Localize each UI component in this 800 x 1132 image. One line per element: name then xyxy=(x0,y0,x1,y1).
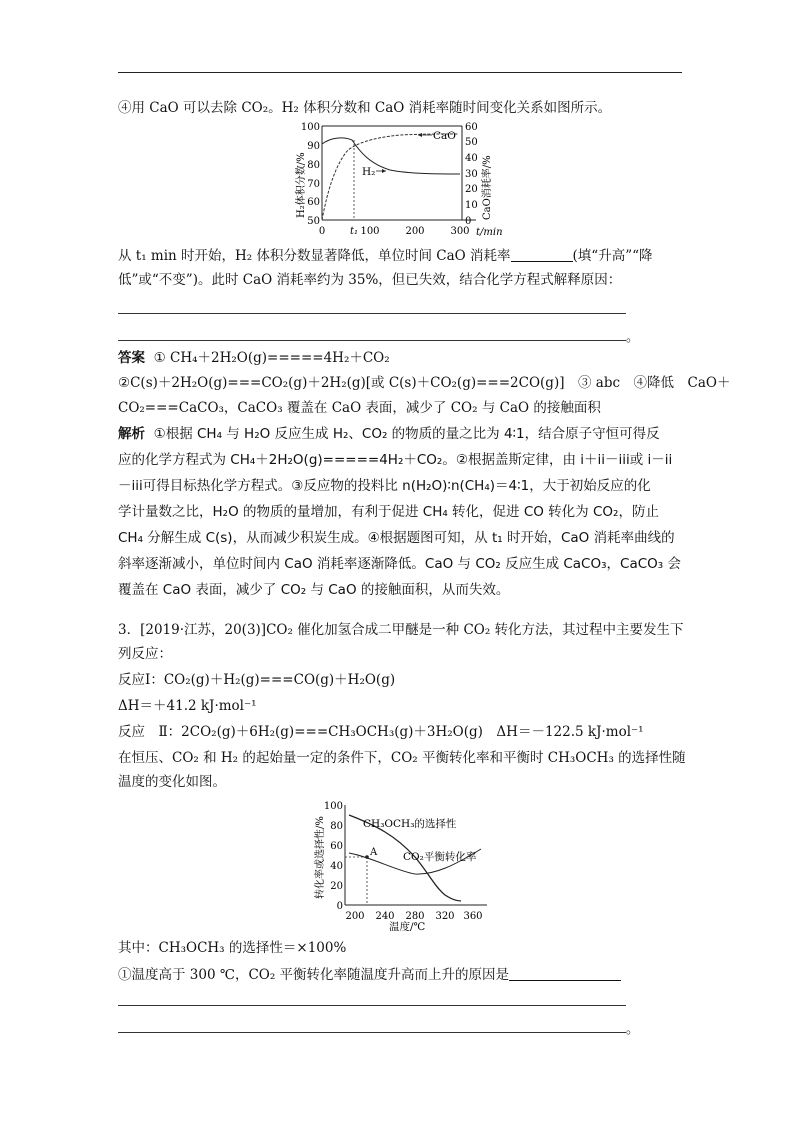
q3-r1: 反应Ⅰ：CO₂(g)＋H₂(g)===CO(g)＋H₂O(g) xyxy=(118,672,396,688)
q4-line2: 低”或“不变”)。此时 CaO 消耗率约为 35%，但已失效，结合化学方程式解释原因： xyxy=(118,272,622,288)
q3-l1: 3．[2019·江苏，20(3)]CO₂ 催化加氢合成二甲醚是一种 CO₂ 转化方法，其过程中主要发生下 xyxy=(118,622,684,638)
chart2-y-tick: 20 xyxy=(330,881,343,892)
chart2-conversion-label: CO₂平衡转化率 xyxy=(403,851,477,863)
chart1-h2-label: H₂ xyxy=(362,166,376,178)
chart2-x-tick: 280 xyxy=(405,911,425,922)
chart1-right-tick: 10 xyxy=(465,200,478,211)
chart1-x-tick: t₁ xyxy=(349,226,359,237)
chart2-y-tick: 40 xyxy=(330,861,343,872)
answer-line-2[interactable] xyxy=(118,340,626,341)
chart1-right-tick: 20 xyxy=(465,184,478,195)
chart2-selectivity-label: CH₃OCH₃的选择性 xyxy=(363,818,457,830)
analysis-l5: CH₄ 分解生成 C(s)，从而减少积炭生成。④根据题图可知，从 t₁ 时开始，CaO 消耗率曲线的 xyxy=(118,530,675,546)
chart1-x-tick: 200 xyxy=(405,226,425,237)
analysis-l3: －iii可得目标热化学方程式。③反应物的投料比 n(H₂O)∶n(CH₄)＝4∶1，大于初始反应的化 xyxy=(118,478,651,494)
answer-line xyxy=(118,348,688,368)
q3-l4: 温度的变化如图。 xyxy=(118,774,226,790)
period: 。 xyxy=(626,330,640,345)
answer-line-3[interactable] xyxy=(118,1005,626,1006)
q3-l6: ①温度高于 300 ℃，CO₂ 平衡转化率随温度升高而上升的原因是 xyxy=(118,967,510,983)
fill-blank-2[interactable] xyxy=(509,966,621,981)
chart1-left-tick: 80 xyxy=(307,160,320,171)
q3-r1-dh: ΔH＝＋41.2 kJ·mol⁻¹ xyxy=(118,698,257,714)
chart2-y-label: 转化率或选择性/% xyxy=(315,816,326,899)
q3-l6-line xyxy=(118,965,688,985)
answer-l1: ① CH₄＋2H₂O(g)=====4H₂＋CO₂ xyxy=(153,350,390,366)
chart1-left-tick: 90 xyxy=(307,141,320,152)
answer-line-4[interactable] xyxy=(118,1032,626,1033)
chart2-y-tick: 60 xyxy=(330,841,343,852)
analysis-l1: ①根据 CH₄ 与 H₂O 反应生成 H₂、CO₂ 的物质的量之比为 4∶1，结合原子守恒可得反 xyxy=(153,426,660,442)
chart1-x-label: t/min xyxy=(476,227,503,238)
h2-cao-time-chart xyxy=(290,118,520,240)
q3-l5: 其中：CH₃OCH₃ 的选择性＝×100% xyxy=(118,940,347,956)
chart1-x-tick: 300 xyxy=(450,226,470,237)
chart1-right-tick: 40 xyxy=(465,153,478,164)
chart1-right-axis-label: CaO消耗率/% xyxy=(482,155,493,220)
chart2-y-tick: 0 xyxy=(336,901,343,912)
analysis-l4: 学计量数之比，H₂O 的物质的量增加，有利于促进 CH₄ 转化，促进 CO 转化为 CO₂，防止 xyxy=(118,504,659,520)
analysis-l6: 斜率逐渐减小，单位时间内 CaO 消耗率逐渐降低。CaO 与 CO₂ 反应生成 CaCO₃，CaCO₃ 会 xyxy=(118,556,681,572)
q3-l2: 列反应： xyxy=(118,646,172,662)
chart2-x-tick: 360 xyxy=(463,911,483,922)
chart1-left-tick: 60 xyxy=(307,197,320,208)
analysis-l2: 应的化学方程式为 CH₄＋2H₂O(g)=====4H₂＋CO₂。②根据盖斯定律，由 i＋ii－iii或 i－ii xyxy=(118,452,673,468)
chart1-x-tick: 100 xyxy=(360,226,380,237)
q4-line1 xyxy=(118,246,688,266)
period-2: 。 xyxy=(626,1022,640,1037)
chart1-left-axis-label: H₂体积分数/% xyxy=(296,152,307,218)
chart1-right-tick: 50 xyxy=(465,137,478,148)
chart1-right-tick: 30 xyxy=(465,169,478,180)
chart1-right-tick: 60 xyxy=(465,122,478,133)
q4-intro: ④用 CaO 可以去除 CO₂。H₂ 体积分数和 CaO 消耗率随时间变化关系如图所示。 xyxy=(118,100,612,116)
chart2-x-tick: 200 xyxy=(345,911,365,922)
chart2-y-tick: 80 xyxy=(330,821,343,832)
analysis-line xyxy=(118,424,688,444)
analysis-l7: 覆盖在 CaO 表面，减少了 CO₂ 与 CaO 的接触面积，从而失效。 xyxy=(118,582,510,598)
chart1-left-tick: 70 xyxy=(307,179,320,190)
chart2-x-label: 温度/℃ xyxy=(389,921,426,931)
q4-line1-tail: (填“升高”“降 xyxy=(572,248,653,264)
point-a xyxy=(365,855,369,859)
answer-title: 答案 xyxy=(118,350,145,366)
answer-line-1[interactable] xyxy=(118,313,626,314)
h2-curve xyxy=(322,138,460,174)
chart1-left-tick: 100 xyxy=(300,122,320,133)
answer-l2: ②C(s)＋2H₂O(g)===CO₂(g)＋2H₂(g)[或 C(s)＋CO₂(g)===2CO(g)] ③ abc ④降低 CaO＋ xyxy=(118,375,731,391)
conversion-selectivity-chart xyxy=(305,795,495,931)
chart2-y-tick: 100 xyxy=(323,801,343,812)
chart1-cao-label: CaO xyxy=(433,130,456,142)
q3-l3: 在恒压、CO₂ 和 H₂ 的起始量一定的条件下，CO₂ 平衡转化率和平衡时 CH₃OCH₃ 的选择性随 xyxy=(118,750,686,766)
header-rule xyxy=(118,72,682,73)
analysis-title: 解析 xyxy=(118,426,145,442)
chart2-point-a-label: A xyxy=(370,847,378,858)
q3-r2: 反应 Ⅱ：2CO₂(g)＋6H₂(g)===CH₃OCH₃(g)＋3H₂O(g) ΔH＝－122.5 kJ·mol⁻¹ xyxy=(118,724,644,740)
answer-l3: CO₂===CaCO₃，CaCO₃ 覆盖在 CaO 表面，减少了 CO₂ 与 CaO 的接触面积 xyxy=(118,400,601,416)
chart1-right-tick: 0 xyxy=(465,216,472,227)
q4-line1-text: 从 t₁ min 时开始，H₂ 体积分数显著降低，单位时间 CaO 消耗率 xyxy=(118,248,511,264)
cao-curve xyxy=(322,134,458,220)
chart1-x-tick: 0 xyxy=(318,226,326,237)
chart2-x-tick: 240 xyxy=(375,911,395,922)
chart2-x-tick: 320 xyxy=(435,911,455,922)
fill-blank[interactable] xyxy=(511,247,573,262)
chart1-left-tick: 50 xyxy=(307,216,320,227)
